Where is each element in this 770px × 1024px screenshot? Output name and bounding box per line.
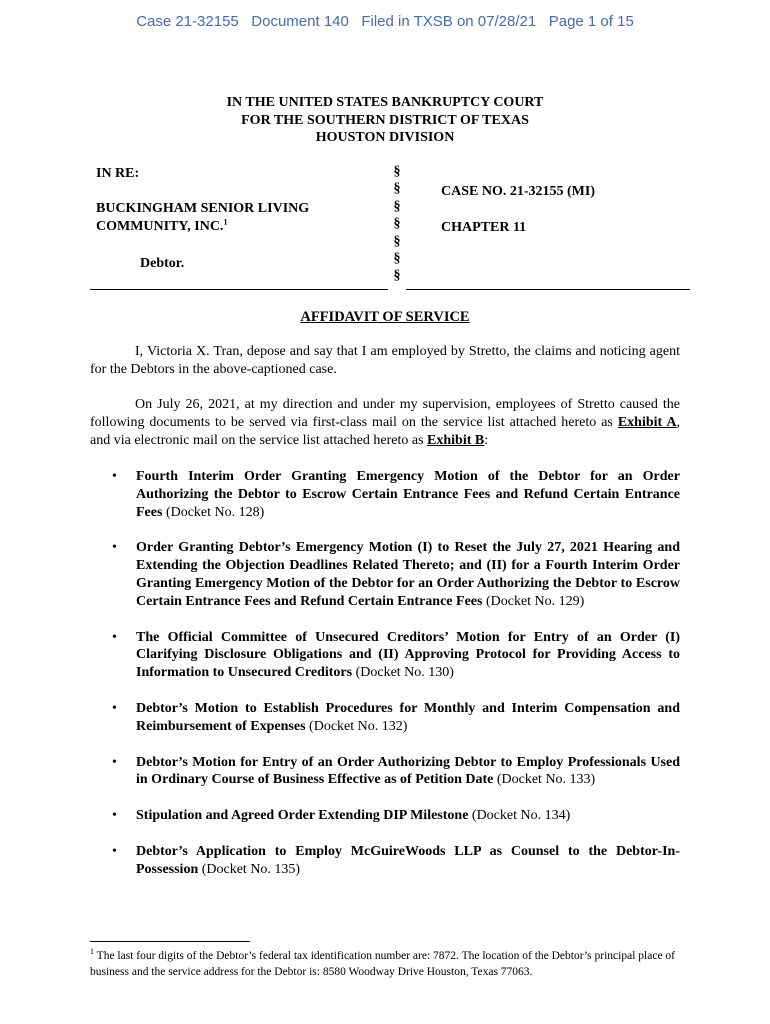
list-item: • Debtor’s Motion for Entry of an Order Authorizing Debtor to Employ Professionals Used in Ordinary Course of Business Effective as of Petition Date (Docket No. 133) [112, 754, 680, 788]
served-documents-list [90, 468, 680, 897]
footnote-divider [90, 941, 250, 942]
section-mark: § [393, 268, 401, 284]
list-item: • The Official Committee of Unsecured Creditors’ Motion for Entry of an Order (I) Clarifying Disclosure Obligations and (II) Approving Protocol for Providing Access to Information to Unsecured Creditors (Docket No. 130) [112, 629, 680, 681]
in-re-label: IN RE: [96, 166, 140, 181]
section-mark: § [393, 181, 401, 197]
document-title-text: The Official Committee of Unsecured Creditors’ Motion for Entry of an Order (I) Clarifying Disclosure Obligations and (II) Approving Protocol for Providing Access to Information to Unsecured Creditors [136, 629, 680, 681]
section-mark: § [393, 198, 401, 214]
header-filed: Filed in TXSB on 07/28/21 [361, 13, 537, 30]
docket-ref: (Docket No. 134) [468, 808, 571, 824]
list-item: • Debtor’s Application to Employ McGuireWoods LLP as Counsel to the Debtor-In-Possession (Docket No. 135) [112, 843, 680, 877]
footnote-ref: 1 [223, 217, 228, 227]
section-mark: § [393, 251, 401, 267]
document-title-text: Debtor’s Application to Employ McGuireWoods LLP as Counsel to the Debtor-In-Possession [136, 843, 680, 877]
service-text-c: : [484, 432, 489, 448]
docket-ref: (Docket No. 133) [493, 772, 596, 788]
document-title-text: Fourth Interim Order Granting Emergency Motion of the Debtor for an Order Authorizing the Debtor to Escrow Certain Entrance Fees and Refund Certain Entrance Fees [136, 469, 680, 520]
intro-paragraph: I, Victoria X. Tran, depose and say that I am employed by Stretto, the claims and noticing agent for the Debtors in the above-captioned case. [90, 344, 680, 377]
header-page: Page 1 of 15 [548, 13, 634, 30]
document-title-text: Debtor’s Motion to Establish Procedures for Monthly and Interim Compensation and Reimbursement of Expenses [136, 700, 680, 734]
debtor-name-line-2 [96, 218, 227, 236]
document-title: AFFIDAVIT OF SERVICE [300, 309, 470, 325]
debtor-name-line-1: BUCKINGHAM SENIOR LIVING [96, 201, 310, 216]
debtor-name-text: COMMUNITY, INC. [96, 219, 224, 234]
case-number: CASE NO. 21-32155 (MI) [441, 184, 595, 199]
service-text-a: On July 26, 2021, at my direction and under my supervision, employees of Stretto caused the following documents to be served via first-class mail on the service list attached hereto as [90, 397, 680, 430]
docket-ref: (Docket No. 128) [162, 504, 265, 520]
docket-ref: (Docket No. 129) [482, 593, 585, 609]
caption-rule-right [406, 289, 690, 290]
docket-ref: (Docket No. 132) [305, 718, 408, 734]
service-paragraph [90, 396, 680, 449]
section-mark-column [390, 163, 404, 285]
court-line-3: HOUSTON DIVISION [315, 130, 455, 145]
debtor-label: Debtor. [140, 256, 185, 271]
list-item: • Order Granting Debtor’s Emergency Motion (I) to Reset the July 27, 2021 Hearing and Extending the Objection Deadlines Related Thereto; and (II) for a Fourth Interim Order Granting Emergency Motion of the Debtor for an Order Authorizing the Debtor to Escrow Certain Entrance Fees and Refund Certain Entrance Fees (Docket No. 129) [112, 540, 680, 609]
court-line-1: IN THE UNITED STATES BANKRUPTCY COURT [226, 95, 544, 110]
docket-ref: (Docket No. 130) [352, 665, 454, 681]
section-mark: § [393, 164, 401, 179]
exhibit-b-ref: Exhibit B [427, 432, 485, 448]
service-text-b: , and via electronic mail on the service list attached hereto as [90, 414, 680, 448]
list-item: • Fourth Interim Order Granting Emergency Motion of the Debtor for an Order Authorizing the Debtor to Escrow Certain Entrance Fees and Refund Certain Entrance Fees (Docket No. 128) [112, 469, 680, 520]
footnote [90, 948, 690, 980]
section-mark: § [393, 233, 401, 249]
list-item: • Stipulation and Agreed Order Extending DIP Milestone (Docket No. 134) [112, 808, 571, 824]
header-document: Document 140 [251, 13, 349, 30]
court-line-2: FOR THE SOUTHERN DISTRICT OF TEXAS [241, 112, 529, 128]
caption-rule-left [90, 289, 388, 290]
exhibit-a-ref: Exhibit A [617, 414, 677, 430]
case-caption [0, 0, 770, 300]
document-title-text: Order Granting Debtor’s Emergency Motion (I) to Reset the July 27, 2021 Hearing and Extending the Objection Deadlines Related Thereto; and (II) for a Fourth Interim Order Granting Emergency Motion of the Debtor for an Order Authorizing the Debtor to Escrow Certain Entrance Fees and Refund Certain Entrance Fees [136, 540, 680, 609]
footnote-mark: 1 [90, 947, 94, 957]
section-mark: § [393, 216, 401, 232]
docket-ref: (Docket No. 135) [198, 861, 301, 877]
footnote-text: The last four digits of the Debtor’s federal tax identification number are: 7872. The location of the Debtor’s principal place of business and the service address for the Debtor is: 8580 Woodway Drive Houston, Texas 77063. [90, 950, 675, 978]
chapter-number: CHAPTER 11 [441, 220, 527, 235]
document-title-text: Debtor’s Motion for Entry of an Order Authorizing Debtor to Employ Professionals Used in Ordinary Course of Business Effective as of Petition Date [136, 754, 680, 788]
header-case: Case 21-32155 [136, 13, 239, 30]
list-item: • Debtor’s Motion to Establish Procedures for Monthly and Interim Compensation and Reimbursement of Expenses (Docket No. 132) [112, 700, 680, 734]
document-title-text: Stipulation and Agreed Order Extending DIP Milestone [136, 808, 469, 824]
